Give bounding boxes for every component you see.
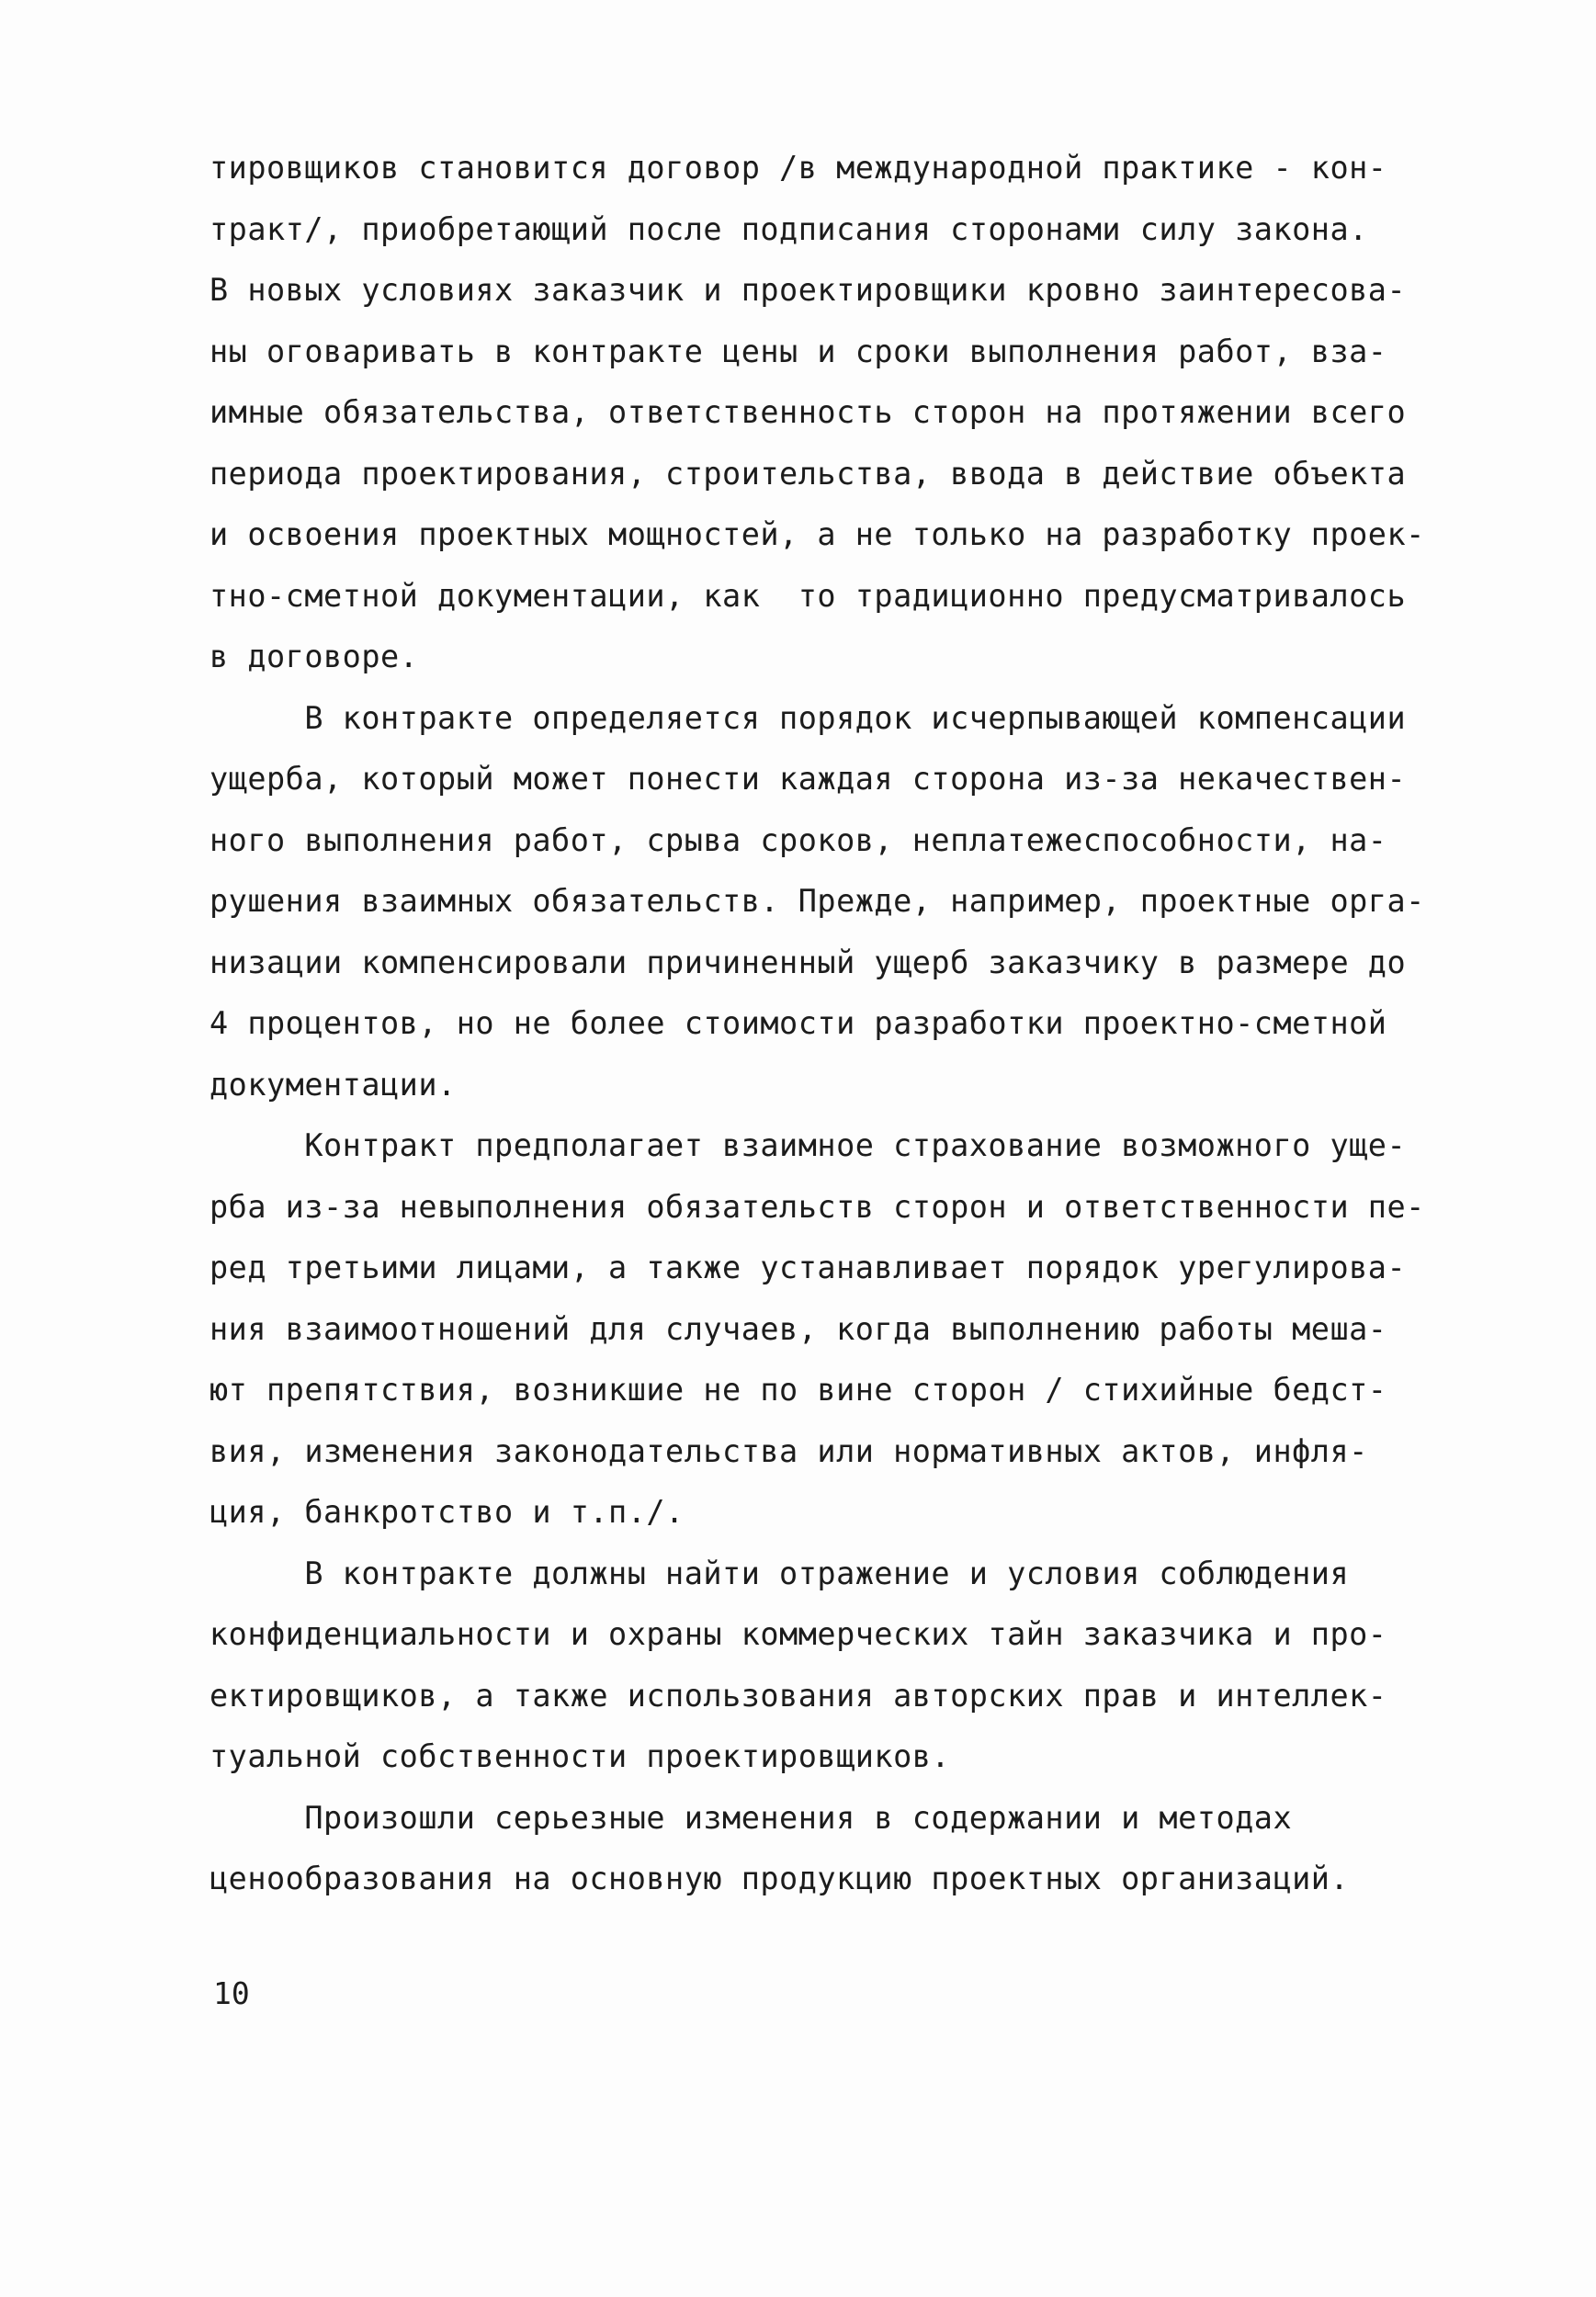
text-line: туальной собственности проектировщиков.: [209, 1738, 951, 1774]
text-line: конфиденциальности и охраны коммерческих тайн заказчика и про-: [209, 1616, 1387, 1652]
text-line: тно-сметной документации, как то традиционно предусматривалось: [209, 577, 1407, 614]
text-line: имные обязательства, ответственность сторон на протяжении всего: [209, 394, 1407, 430]
text-line: ния взаимоотношений для случаев, когда выполнению работы меша-: [209, 1310, 1387, 1347]
body-text: [209, 138, 1425, 1910]
text-line: тировщиков становится договор /в международной практике - кон-: [209, 150, 1387, 186]
text-line: ектировщиков, а также использования авторских прав и интеллек-: [209, 1677, 1387, 1714]
text-line: ущерба, который может понести каждая сторона из-за некачествен-: [209, 761, 1407, 797]
text-line: ция, банкротство и т.п./.: [209, 1494, 685, 1530]
text-line: В новых условиях заказчик и проектировщики кровно заинтересова-: [209, 272, 1407, 308]
paragraph-start-line: В контракте определяется порядок исчерпывающей компенсации: [209, 699, 1407, 736]
text-line: документации.: [209, 1066, 457, 1103]
text-line: ного выполнения работ, срыва сроков, неплатежеспособности, на-: [209, 821, 1387, 858]
text-line: периода проектирования, строительства, ввода в действие объекта: [209, 455, 1407, 492]
text-line: тракт/, приобретающий после подписания сторонами силу закона.: [209, 210, 1368, 247]
text-line: ценообразования на основную продукцию проектных организаций.: [209, 1861, 1350, 1896]
text-line: в договоре.: [209, 639, 419, 674]
page-number: 10: [213, 1975, 250, 2011]
text-line: и освоения проектных мощностей, а не только на разработку проек-: [209, 516, 1425, 552]
text-line: рба из-за невыполнения обязательств сторон и ответственности пе-: [209, 1188, 1425, 1225]
text-line: низации компенсировали причиненный ущерб заказчику в размере до: [209, 944, 1407, 980]
text-line: рушения взаимных обязательств. Прежде, например, проектные орга-: [209, 883, 1425, 919]
text-line: ред третьими лицами, а также устанавливает порядок урегулирова-: [209, 1250, 1407, 1285]
paragraph-start-line: Контракт предполагает взаимное страхование возможного уще-: [209, 1127, 1407, 1163]
text-line: вия, изменения законодательства или нормативных актов, инфля-: [209, 1432, 1368, 1469]
paragraph-start-line: Произошли серьезные изменения в содержании и методах: [209, 1799, 1293, 1836]
text-line: 4 процентов, но не более стоимости разработки проектно-сметной: [209, 1005, 1387, 1041]
paragraph-start-line: В контракте должны найти отражение и условия соблюдения: [209, 1555, 1350, 1591]
text-line: ны оговаривать в контракте цены и сроки выполнения работ, вза-: [209, 333, 1387, 369]
text-line: ют препятствия, возникшие не по вине сторон / стихийные бедст-: [209, 1372, 1387, 1408]
